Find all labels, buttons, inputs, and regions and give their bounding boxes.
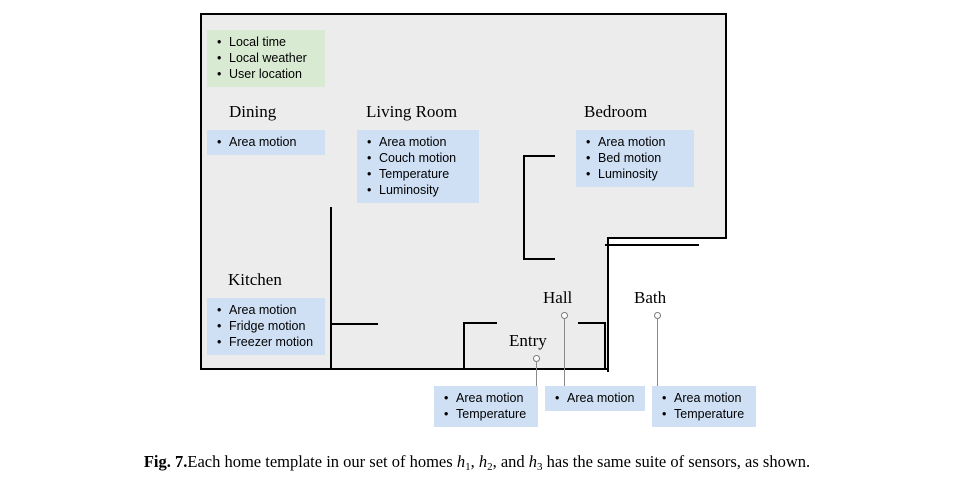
wall-living-bedroom-top-stub xyxy=(523,155,555,157)
wall-kitchen-horizontal-stub xyxy=(330,323,378,325)
wall-bedroom-right-lower xyxy=(605,244,699,246)
sensor-item: • Temperature xyxy=(367,166,469,182)
sensor-box-kitchen xyxy=(207,298,325,355)
sensor-item: • Temperature xyxy=(662,406,746,422)
global-sensor-item: • User location xyxy=(217,66,315,82)
figure-caption xyxy=(0,452,954,472)
figure-caption-h1: h xyxy=(456,452,466,471)
figure-caption-sep-1: , xyxy=(470,452,479,471)
sensor-item: • Freezer motion xyxy=(217,334,315,350)
sensor-box-hall xyxy=(545,386,645,411)
sensor-box-bedroom xyxy=(576,130,694,187)
sensor-box-dining xyxy=(207,130,325,155)
room-label-kitchen: Kitchen xyxy=(228,270,282,289)
global-sensor-item: • Local weather xyxy=(217,50,315,66)
bath-pin-stem xyxy=(657,318,658,392)
sensor-box-bath xyxy=(652,386,756,427)
wall-living-bedroom-vertical xyxy=(523,155,525,260)
figure-caption-h3: h xyxy=(528,452,538,471)
figure-caption-h3-sub: 3 xyxy=(537,461,543,473)
room-label-bath: Bath xyxy=(634,288,667,307)
figure-caption-sep-2: , and xyxy=(492,452,529,471)
room-label-hall: Hall xyxy=(543,288,573,307)
global-sensor-item: • Local time xyxy=(217,34,315,50)
room-label-living-room: Living Room xyxy=(366,102,458,121)
sensor-item: • Area motion xyxy=(555,390,635,406)
floor-plan-notch xyxy=(607,237,727,372)
sensor-item: • Area motion xyxy=(662,390,746,406)
sensor-item: • Area motion xyxy=(217,302,315,318)
sensor-box-entry xyxy=(434,386,538,427)
room-label-entry: Entry xyxy=(509,331,547,350)
sensor-item: • Area motion xyxy=(367,134,469,150)
sensor-item: • Bed motion xyxy=(586,150,684,166)
wall-bath-vertical xyxy=(604,322,606,370)
floor-plan-right-extension xyxy=(698,13,727,241)
sensor-box-living-room xyxy=(357,130,479,203)
sensor-item: • Area motion xyxy=(444,390,528,406)
sensor-item: • Luminosity xyxy=(586,166,684,182)
sensor-item: • Luminosity xyxy=(367,182,469,198)
sensor-item: • Area motion xyxy=(217,134,315,150)
wall-entry-hall-vertical xyxy=(463,322,465,370)
figure-caption-h2-sub: 2 xyxy=(487,461,493,473)
wall-kitchen-vertical xyxy=(330,207,332,370)
wall-entry-hall-horizontal-stub xyxy=(463,322,497,324)
figure-caption-h2: h xyxy=(478,452,488,471)
figure-caption-text-2: has the same suite of sensors, as shown. xyxy=(542,452,811,471)
sensor-item: • Temperature xyxy=(444,406,528,422)
sensor-item: • Couch motion xyxy=(367,150,469,166)
figure-caption-h1-sub: 1 xyxy=(465,461,471,473)
room-label-bedroom: Bedroom xyxy=(584,102,648,121)
wall-living-bedroom-bottom-stub xyxy=(523,258,555,260)
global-context-sensor-box xyxy=(207,30,325,87)
figure-caption-text-1: Each home template in our set of homes xyxy=(187,452,457,471)
figure-caption-label: Fig. 7. xyxy=(143,452,188,471)
hall-pin-stem xyxy=(564,318,565,392)
room-label-dining: Dining xyxy=(229,102,277,121)
wall-bath-horizontal-stub xyxy=(578,322,606,324)
sensor-item: • Fridge motion xyxy=(217,318,315,334)
sensor-item: • Area motion xyxy=(586,134,684,150)
